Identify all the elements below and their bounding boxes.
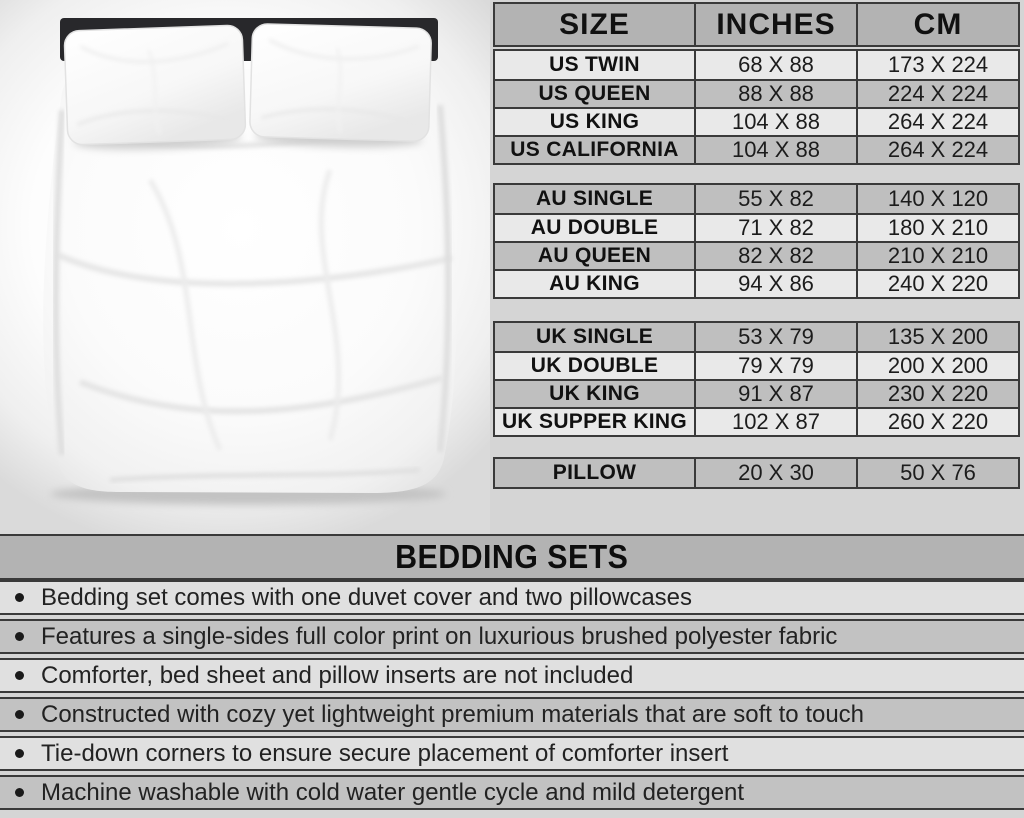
column-header-cm: CM bbox=[856, 4, 1018, 45]
cm-cell: 140 X 120 bbox=[856, 185, 1018, 213]
list-item bbox=[0, 580, 1024, 615]
list-item bbox=[0, 697, 1024, 732]
cm-cell: 180 X 210 bbox=[856, 215, 1018, 241]
size-cell: PILLOW bbox=[552, 461, 637, 484]
size-cell: UK KING bbox=[549, 382, 640, 405]
inches-cell: 53 X 79 bbox=[694, 323, 856, 351]
size-cell: UK SINGLE bbox=[535, 325, 654, 348]
size-cell: AU KING bbox=[549, 272, 640, 295]
size-row bbox=[495, 379, 1018, 407]
cm-cell: 200 X 200 bbox=[856, 353, 1018, 379]
size-chart-header bbox=[493, 2, 1020, 47]
size-row bbox=[495, 135, 1018, 163]
inches-cell: 88 X 88 bbox=[694, 81, 856, 107]
size-row bbox=[495, 407, 1018, 435]
inches-cell: 104 X 88 bbox=[694, 109, 856, 135]
feature-text: Tie-down corners to ensure secure placement of comforter insert bbox=[41, 739, 729, 767]
cm-cell: 210 X 210 bbox=[856, 243, 1018, 269]
size-cell: AU SINGLE bbox=[535, 187, 654, 210]
feature-text: Comforter, bed sheet and pillow inserts are not included bbox=[41, 661, 634, 689]
inches-cell: 71 X 82 bbox=[694, 215, 856, 241]
list-item bbox=[0, 658, 1024, 693]
size-cell: US TWIN bbox=[549, 53, 640, 76]
bullet-dot-icon bbox=[15, 788, 24, 797]
column-header-inches: INCHES bbox=[694, 4, 856, 45]
inches-cell: 91 X 87 bbox=[694, 381, 856, 407]
column-header-size: SIZE bbox=[559, 7, 630, 41]
pillow-left bbox=[64, 25, 246, 152]
size-section-uk bbox=[493, 321, 1020, 437]
size-row bbox=[495, 79, 1018, 107]
size-cell: US QUEEN bbox=[538, 82, 651, 105]
size-row bbox=[495, 107, 1018, 135]
feature-list bbox=[0, 580, 1024, 814]
size-row bbox=[495, 241, 1018, 269]
bullet-dot-icon bbox=[15, 749, 24, 758]
inches-cell: 82 X 82 bbox=[694, 243, 856, 269]
size-row bbox=[495, 185, 1018, 213]
inches-cell: 102 X 87 bbox=[694, 409, 856, 435]
size-cell: US KING bbox=[549, 110, 640, 133]
size-cell: AU DOUBLE bbox=[530, 216, 659, 239]
cm-cell: 173 X 224 bbox=[856, 51, 1018, 79]
inches-cell: 68 X 88 bbox=[694, 51, 856, 79]
size-row bbox=[495, 323, 1018, 351]
cm-cell: 50 X 76 bbox=[856, 459, 1018, 487]
bullet-dot-icon bbox=[15, 593, 24, 602]
cm-cell: 135 X 200 bbox=[856, 323, 1018, 351]
size-row bbox=[495, 269, 1018, 297]
size-row bbox=[495, 213, 1018, 241]
cm-cell: 230 X 220 bbox=[856, 381, 1018, 407]
inches-cell: 55 X 82 bbox=[694, 185, 856, 213]
size-section-pillow bbox=[493, 457, 1020, 489]
bullet-dot-icon bbox=[15, 632, 24, 641]
feature-text: Features a single-sides full color print on luxurious brushed polyester fabric bbox=[41, 622, 838, 650]
size-cell: UK DOUBLE bbox=[530, 354, 659, 377]
cm-cell: 260 X 220 bbox=[856, 409, 1018, 435]
info-title-band bbox=[0, 534, 1024, 580]
bullet-dot-icon bbox=[15, 710, 24, 719]
cm-cell: 240 X 220 bbox=[856, 271, 1018, 297]
size-row bbox=[495, 459, 1018, 487]
inches-cell: 20 X 30 bbox=[694, 459, 856, 487]
bed-photo bbox=[0, 0, 490, 535]
size-row bbox=[495, 351, 1018, 379]
feature-text: Bedding set comes with one duvet cover and two pillowcases bbox=[41, 583, 693, 611]
list-item bbox=[0, 619, 1024, 654]
inches-cell: 104 X 88 bbox=[694, 137, 856, 163]
bed-illustration bbox=[0, 0, 490, 535]
size-section-us bbox=[493, 49, 1020, 165]
bullet-dot-icon bbox=[15, 671, 24, 680]
size-cell: US CALIFORNIA bbox=[510, 138, 679, 161]
inches-cell: 79 X 79 bbox=[694, 353, 856, 379]
pillow-right bbox=[249, 24, 431, 150]
info-title: BEDDING SETS bbox=[395, 538, 629, 575]
feature-text: Constructed with cozy yet lightweight premium materials that are soft to touch bbox=[41, 700, 865, 728]
size-cell: UK SUPPER KING bbox=[501, 410, 688, 433]
cm-cell: 264 X 224 bbox=[856, 109, 1018, 135]
size-row bbox=[495, 51, 1018, 79]
inches-cell: 94 X 86 bbox=[694, 271, 856, 297]
list-item bbox=[0, 775, 1024, 810]
list-item bbox=[0, 736, 1024, 771]
cm-cell: 224 X 224 bbox=[856, 81, 1018, 107]
size-cell: AU QUEEN bbox=[537, 244, 652, 267]
size-section-au bbox=[493, 183, 1020, 299]
feature-text: Machine washable with cold water gentle cycle and mild detergent bbox=[41, 778, 745, 806]
cm-cell: 264 X 224 bbox=[856, 137, 1018, 163]
